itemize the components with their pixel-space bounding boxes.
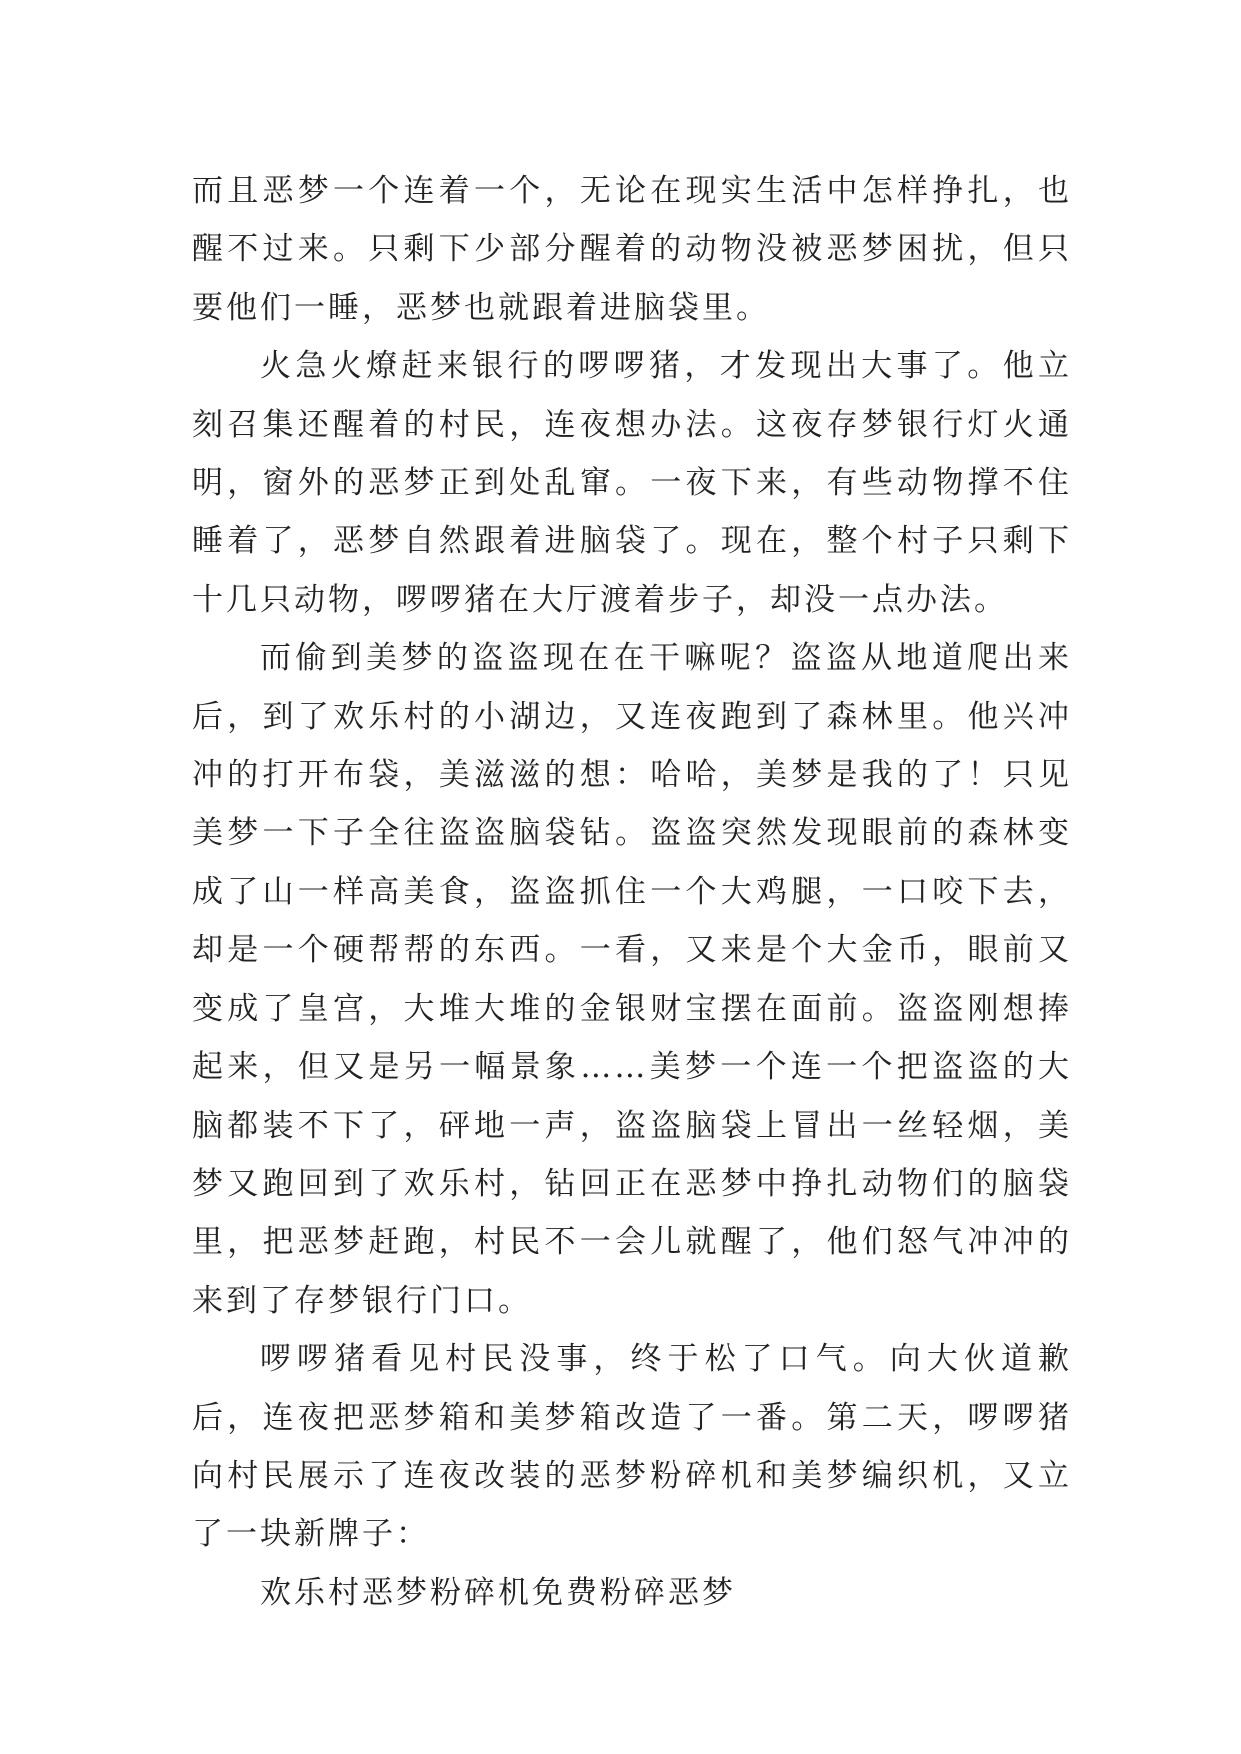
paragraph-3: 而偷到美梦的盗盗现在在干嘛呢？盗盗从地道爬出来后，到了欢乐村的小湖边，又连夜跑到了森林里。他兴冲冲的打开布袋，美滋滋的想：哈哈，美梦是我的了！只见美梦一下子全往盗盗脑袋钻。盗盗突然发现眼前的森林变成了山一样高美食，盗盗抓住一个大鸡腿，一口咬下去，却是一个硬帮帮的东西。一看，又来是个大金币，眼前又变成了皇宫，大堆大堆的金银财宝摆在面前。盗盗刚想捧起来，但又是另一幅景象……美梦一个连一个把盗盗的大脑都装不下了，砰地一声，盗盗脑袋上冒出一丝轻烟，美梦又跑回到了欢乐村，钻回正在恶梦中挣扎动物们的脑袋里，把恶梦赶跑，村民不一会儿就醒了，他们怒气冲冲的来到了存梦银行门口。 — [192, 640, 1072, 1319]
sign-text: 欢乐村恶梦粉碎机免费粉碎恶梦 — [260, 1574, 736, 1611]
body-text — [192, 162, 1072, 1622]
paragraph-1: 而且恶梦一个连着一个，无论在现实生活中怎样挣扎，也醒不过来。只剩下少部分醒着的动物没被恶梦困扰，但只要他们一睡，恶梦也就跟着进脑袋里。 — [192, 173, 1072, 326]
paragraph-2: 火急火燎赶来银行的啰啰猪，才发现出大事了。他立刻召集还醒着的村民，连夜想办法。这夜存梦银行灯火通明，窗外的恶梦正到处乱窜。一夜下来，有些动物撑不住睡着了，恶梦自然跟着进脑袋了。现在，整个村子只剩下十几只动物，啰啰猪在大厅渡着步子，却没一点办法。 — [192, 348, 1072, 618]
paragraph-4: 啰啰猪看见村民没事，终于松了口气。向大伙道歉后，连夜把恶梦箱和美梦箱改造了一番。第二天，啰啰猪向村民展示了连夜改装的恶梦粉碎机和美梦编织机，又立了一块新牌子： — [192, 1341, 1072, 1553]
